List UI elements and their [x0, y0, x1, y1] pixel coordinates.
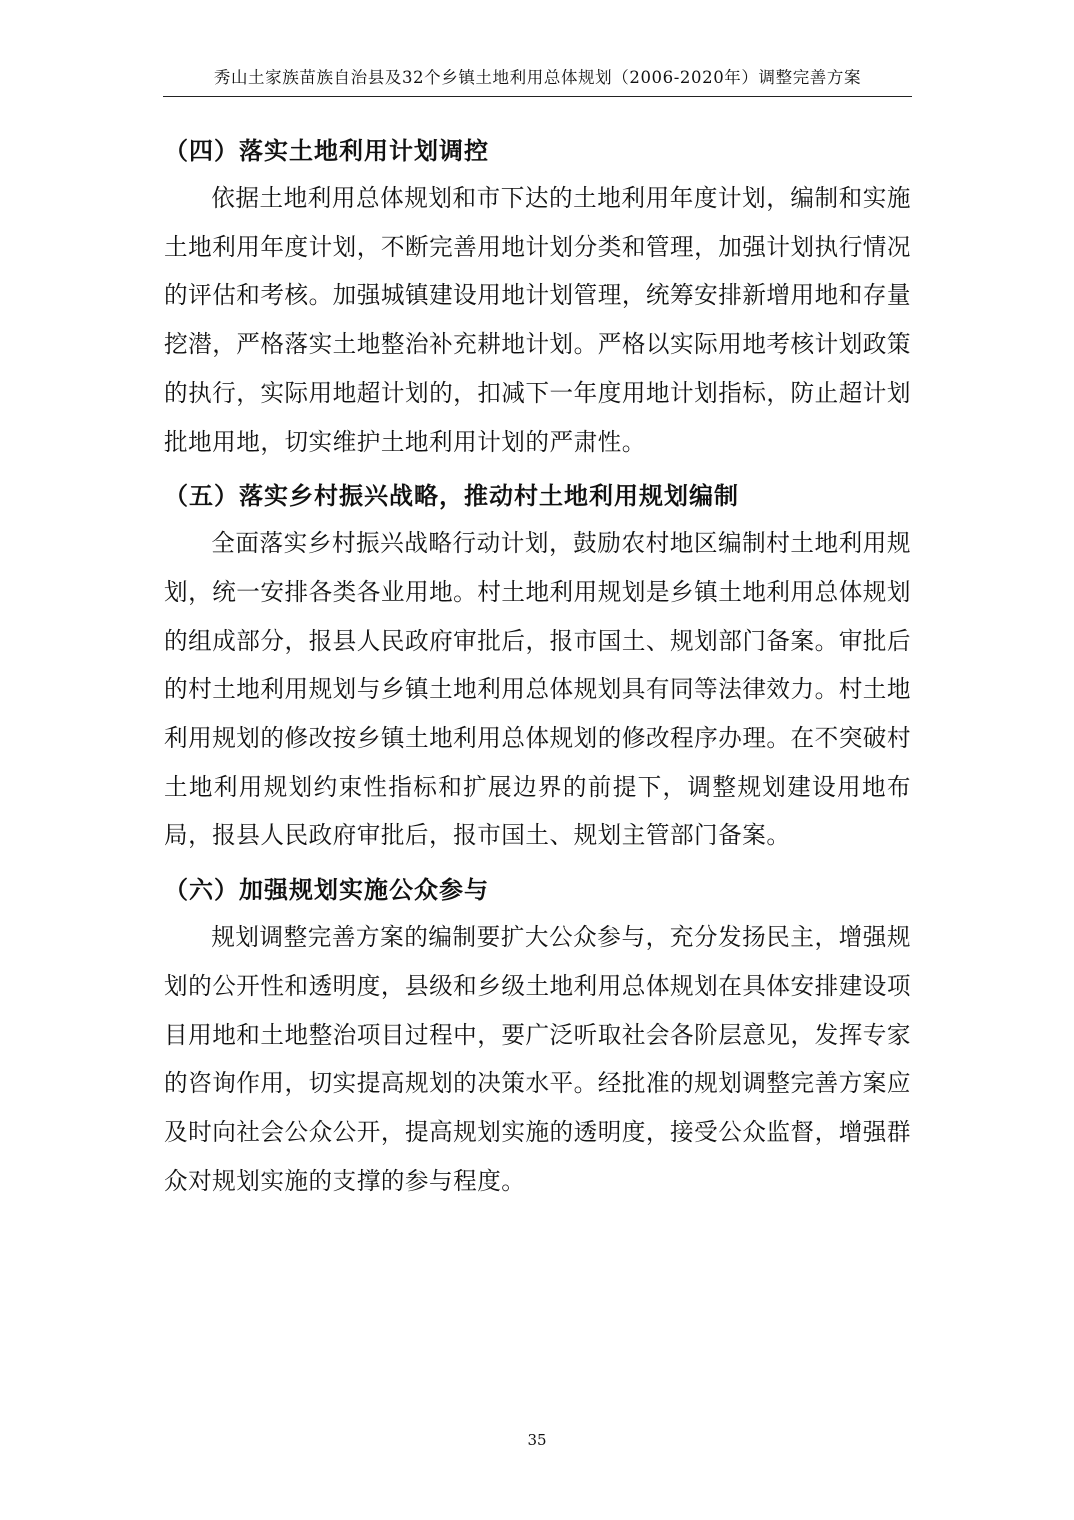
document-body [164, 128, 911, 1205]
section-paragraph-5: 全面落实乡村振兴战略行动计划，鼓励农村地区编制村土地利用规划，统一安排各类各业用地。村土地利用规划是乡镇土地利用总体规划的组成部分，报县人民政府审批后，报市国土、规划部门备案。审批后的村土地利用规划与乡镇土地利用总体规划具有同等法律效力。村土地利用规划的修改按乡镇土地利用总体规划的修改程序办理。在不突破村土地利用规划约束性指标和扩展边界的前提下，调整规划建设用地布局，报县人民政府审批后，报市国土、规划主管部门备案。 [164, 529, 911, 850]
section-heading-4: （四）落实土地利用计划调控 [164, 137, 489, 165]
section-heading-6: （六）加强规划实施公众参与 [164, 876, 489, 905]
page-number: 35 [527, 1431, 547, 1449]
section-paragraph-6: 规划调整完善方案的编制要扩大公众参与，充分发扬民主，增强规划的公开性和透明度，县级和乡级土地利用总体规划在具体安排建设项目用地和土地整治项目过程中，要广泛听取社会各阶层意见，发挥专家的咨询作用，切实提高规划的决策水平。经批准的规划调整完善方案应及时向社会公众公开，提高规划实施的透明度，接受公众监督，增强群众对规划实施的支撑的参与程度。 [164, 923, 911, 1195]
section-heading-5: （五）落实乡村振兴战略，推动村土地利用规划编制 [164, 482, 739, 511]
running-header: 秀山土家族苗族自治县及32个乡镇土地利用总体规划（2006-2020年）调整完善方案 [213, 68, 862, 87]
section-paragraph-4: 依据土地利用总体规划和市下达的土地利用年度计划，编制和实施土地利用年度计划，不断完善用地计划分类和管理，加强计划执行情况的评估和考核。加强城镇建设用地计划管理，统筹安排新增用地和存量挖潜，严格落实土地整治补充耕地计划。严格以实际用地考核计划政策的执行，实际用地超计划的，扣减下一年度用地计划指标，防止超计划批地用地，切实维护土地利用计划的严肃性。 [164, 184, 911, 456]
header-divider [163, 96, 912, 97]
